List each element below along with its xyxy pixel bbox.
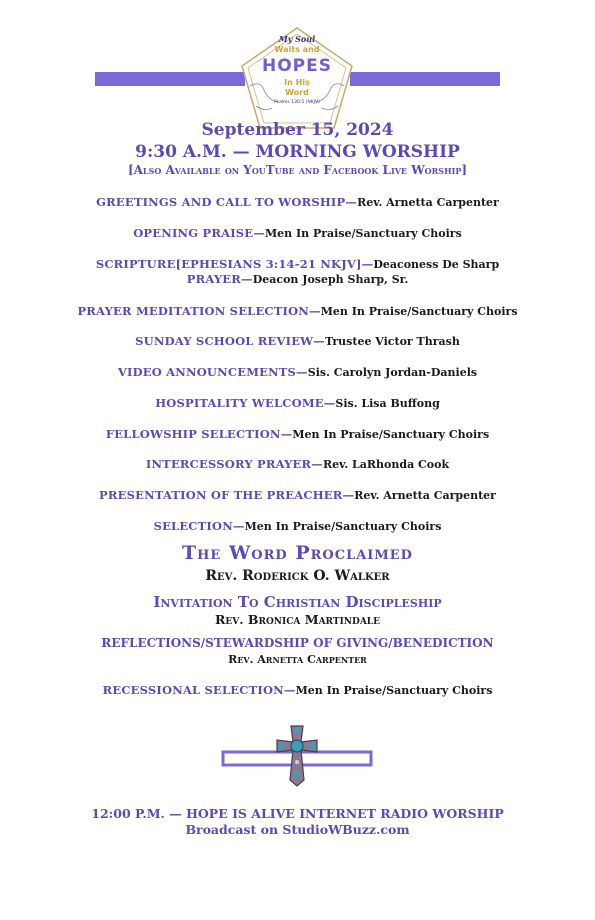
logo-line5: Word (285, 88, 309, 97)
program-heading: PRAYER— (186, 272, 253, 286)
logo-line6: Psalms 130:5 (NKJV) (274, 100, 320, 105)
recessional-item (0, 683, 595, 697)
also-available-note: [Also Available on YouTube and Facebook Live Worship] (127, 163, 468, 177)
program-heading: SCRIPTURE[EPHESIANS 3:14-21 NKJV]— (95, 257, 374, 271)
program-heading: PRAYER MEDITATION SELECTION— (77, 304, 321, 318)
program-heading: OPENING PRAISE— (133, 226, 265, 240)
cross-icon (221, 722, 373, 788)
program-person: Trustee Victor Thrash (325, 335, 460, 348)
footer-radio-worship: 12:00 P.M. — HOPE IS ALIVE INTERNET RADIO WORSHIP (91, 806, 504, 821)
program-item (0, 257, 595, 271)
service-title: 9:30 A.M. — MORNING WORSHIP (135, 142, 460, 162)
header-bar-right (350, 72, 500, 86)
program-person: Deaconess De Sharp (373, 258, 500, 271)
logo (238, 26, 356, 130)
invitation-person: Rev. Bronica Martindale (214, 612, 380, 627)
program-person: Men In Praise/Sanctuary Choirs (320, 305, 518, 318)
reflections-person: Rev. Arnetta Carpenter (228, 653, 367, 666)
program-item (0, 272, 595, 286)
logo-line4: In His (284, 78, 310, 87)
logo-line1: My Soul (278, 34, 316, 44)
logo-line2: Waits and (274, 45, 320, 54)
program-item (0, 226, 595, 240)
program-person: Men In Praise/Sanctuary Choirs (292, 428, 490, 441)
program-item (0, 457, 595, 471)
cross-graphic (221, 722, 373, 788)
program-item (0, 195, 595, 209)
logo-line3: HOPES (262, 56, 332, 76)
program-heading: HOSPITALITY WELCOME— (155, 396, 336, 410)
recessional-person: Men In Praise/Sanctuary Choirs (295, 684, 493, 697)
program-heading: SUNDAY SCHOOL REVIEW— (135, 334, 325, 348)
header-bar-left (95, 72, 245, 86)
program-person: Rev. Arnetta Carpenter (357, 196, 499, 209)
program-person: Men In Praise/Sanctuary Choirs (264, 227, 462, 240)
sermon-title: The Word Proclaimed (182, 542, 413, 564)
reflections-title: REFLECTIONS/STEWARDSHIP OF GIVING/BENEDICTION (101, 636, 494, 650)
program-heading: GREETINGS AND CALL TO WORSHIP— (96, 195, 358, 209)
preacher-name: Rev. Roderick O. Walker (205, 568, 390, 584)
program-item (0, 304, 595, 318)
program-person: Rev. Arnetta Carpenter (354, 489, 496, 502)
program-item (0, 488, 595, 502)
program-heading: SELECTION— (153, 519, 245, 533)
program-item (0, 427, 595, 441)
program-person: Sis. Carolyn Jordan-Daniels (307, 366, 478, 379)
footer-broadcast-link[interactable]: Broadcast on StudioWBuzz.com (185, 822, 410, 837)
program-heading: PRESENTATION OF THE PREACHER— (99, 488, 355, 502)
service-date: September 15, 2024 (201, 120, 394, 140)
program-person: Deacon Joseph Sharp, Sr. (252, 273, 409, 286)
program-person: Rev. LaRhonda Cook (322, 458, 450, 471)
program-heading: VIDEO ANNOUNCEMENTS— (117, 365, 308, 379)
program-heading: INTERCESSORY PRAYER— (145, 457, 323, 471)
program-item (0, 396, 595, 410)
invitation-title: Invitation To Christian Discipleship (153, 593, 442, 611)
program-heading: FELLOWSHIP SELECTION— (105, 427, 293, 441)
program-item (0, 519, 595, 533)
program-item (0, 365, 595, 379)
program-person: Men In Praise/Sanctuary Choirs (244, 520, 442, 533)
program-person: Sis. Lisa Buffong (335, 397, 440, 410)
recessional-heading: RECESSIONAL SELECTION— (102, 683, 296, 697)
program-item (0, 334, 595, 348)
